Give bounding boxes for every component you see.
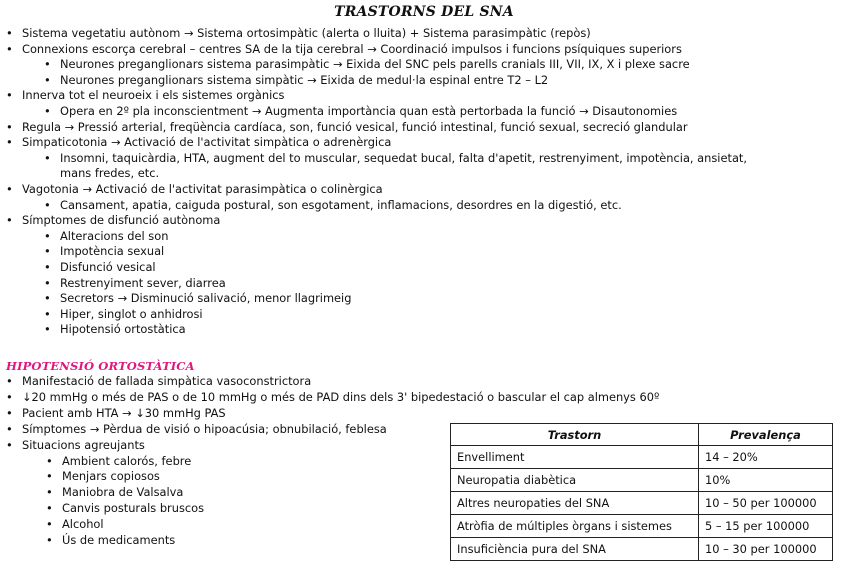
list-item-text: Simpaticotonia → Activació de l'activitat simpàtica o adrenèrgica bbox=[22, 135, 392, 150]
list-item bbox=[6, 229, 846, 245]
list-item bbox=[6, 244, 846, 260]
bullet-mark: • bbox=[44, 103, 51, 118]
list-item-text: Sistema vegetatiu autònom → Sistema ortosimpàtic (alerta o lluita) + Sistema parasimpàtic (repòs) bbox=[22, 26, 591, 40]
cell-disorder: Insuficiència pura del SNA bbox=[451, 538, 699, 561]
list-item-text: Regula → Pressió arterial, freqüència cardíaca, son, funció vesical, funció intestinal, funció sexual, secreció glandular bbox=[22, 119, 688, 134]
list-item bbox=[6, 26, 846, 42]
list-item-text: Vagotonia → Activació de l'activitat parasimpàtica o colinèrgica bbox=[22, 181, 383, 196]
cell-disorder: Envelliment bbox=[451, 446, 699, 469]
list-item bbox=[6, 374, 659, 390]
cell-prevalence: 10% bbox=[699, 469, 833, 492]
bullet-mark: • bbox=[44, 322, 51, 337]
bullet-mark: • bbox=[6, 88, 13, 103]
cell-prevalence: 5 – 15 per 100000 bbox=[699, 515, 833, 538]
bullet-mark: • bbox=[6, 26, 13, 40]
list-item-text: Impotència sexual bbox=[60, 244, 165, 259]
bullet-mark: • bbox=[44, 57, 51, 72]
list-item-text: Alcohol bbox=[62, 517, 104, 532]
header-disorder: Trastorn bbox=[451, 424, 699, 446]
list-item bbox=[6, 291, 846, 307]
section-heading-orthostatic: HIPOTENSIÓ ORTOSTÀTICA bbox=[6, 359, 195, 373]
bullet-mark: • bbox=[44, 150, 51, 165]
bullet-mark: • bbox=[46, 469, 53, 484]
bullet-mark: • bbox=[44, 275, 51, 290]
sna-notes bbox=[6, 26, 846, 338]
list-item bbox=[6, 151, 846, 167]
bullet-mark: • bbox=[44, 228, 51, 243]
list-item-text: Menjars copiosos bbox=[62, 469, 160, 484]
list-item-text: ↓20 mmHg o més de PAS o de 10 mmHg o més de PAD dins dels 3' bipedestació o bascular el cap almenys 60º bbox=[22, 389, 660, 404]
list-item bbox=[6, 120, 846, 136]
list-item-text: Situacions agreujants bbox=[22, 437, 145, 452]
list-item-text: Neurones preganglionars sistema parasimpàtic → Eixida del SNC pels parells cranials III, VII, IX, X i plexe sacre bbox=[60, 57, 690, 72]
list-item-text: Insomni, taquicàrdia, HTA, augment del to muscular, sequedat bucal, falta d'apetit, restrenyiment, impotència, ansietat, bbox=[60, 150, 748, 165]
bullet-mark: • bbox=[44, 259, 51, 274]
list-item-text: Secretors → Disminució salivació, menor llagrimeig bbox=[60, 291, 352, 306]
list-item-text: Disfunció vesical bbox=[60, 259, 156, 274]
prevalence-table bbox=[450, 423, 833, 561]
bullet-mark: • bbox=[6, 421, 13, 436]
list-item-text: Pacient amb HTA → ↓30 mmHg PAS bbox=[22, 405, 226, 420]
bullet-mark: • bbox=[46, 517, 53, 532]
bullet-mark: • bbox=[6, 41, 13, 56]
table-row bbox=[451, 538, 833, 561]
bullet-mark: • bbox=[46, 453, 53, 468]
list-item bbox=[6, 198, 846, 214]
bullet-mark: • bbox=[6, 181, 13, 196]
list-item bbox=[6, 42, 846, 58]
list-item-text: Símptomes de disfunció autònoma bbox=[22, 213, 221, 228]
bullet-mark: • bbox=[46, 533, 53, 548]
list-item-text: Opera en 2º pla inconscientment → Augmenta importància quan està pertorbada la funció → Disautonomies bbox=[60, 103, 678, 118]
list-item bbox=[6, 57, 846, 73]
table-row bbox=[451, 492, 833, 515]
list-item-text: Neurones preganglionars sistema simpàtic → Eixida de medul·la espinal entre T2 – L2 bbox=[60, 72, 549, 87]
table-row bbox=[451, 515, 833, 538]
list-item-text: Cansament, apatia, caiguda postural, son esgotament, inflamacions, desordres en la digestió, etc. bbox=[60, 197, 622, 212]
table-row bbox=[451, 469, 833, 492]
bullet-mark: • bbox=[6, 119, 13, 134]
cell-prevalence: 10 – 50 per 100000 bbox=[699, 492, 833, 515]
bullet-mark: • bbox=[6, 405, 13, 420]
list-item bbox=[6, 406, 659, 422]
list-item bbox=[6, 260, 846, 276]
list-item-text: mans fredes, etc. bbox=[60, 166, 160, 181]
bullet-mark: • bbox=[6, 213, 13, 228]
list-item-text: Ambient calorós, febre bbox=[62, 453, 192, 468]
list-item bbox=[6, 135, 846, 151]
bullet-mark: • bbox=[44, 291, 51, 306]
table-header-row bbox=[451, 424, 833, 446]
list-item-text: Connexions escorça cerebral – centres SA de la tija cerebral → Coordinació impulsos i funcions psíquiques superiors bbox=[22, 41, 682, 56]
list-item-text: Restrenyiment sever, diarrea bbox=[60, 275, 226, 290]
bullet-mark: • bbox=[44, 306, 51, 321]
header-prevalence: Prevalença bbox=[699, 424, 833, 446]
list-item bbox=[6, 88, 846, 104]
list-item-text: Hipotensió ortostàtica bbox=[60, 322, 186, 337]
cell-prevalence: 14 – 20% bbox=[699, 446, 833, 469]
cell-disorder: Neuropatia diabètica bbox=[451, 469, 699, 492]
bullet-mark: • bbox=[46, 501, 53, 516]
bullet-mark: • bbox=[6, 374, 13, 388]
list-item-text: Innerva tot el neuroeix i els sistemes orgànics bbox=[22, 88, 285, 103]
list-item bbox=[6, 73, 846, 89]
list-item-text: Símptomes → Pèrdua de visió o hipoacúsia; obnubilació, feblesa bbox=[22, 421, 387, 436]
cell-disorder: Altres neuropaties del SNA bbox=[451, 492, 699, 515]
list-item bbox=[6, 276, 846, 292]
list-item-text: Maniobra de Valsalva bbox=[62, 485, 184, 500]
list-item bbox=[6, 322, 846, 338]
list-item-text: Ús de medicaments bbox=[62, 533, 176, 548]
list-item-text: Hiper, singlot o anhidrosi bbox=[60, 306, 203, 321]
page-title: TRASTORNS DEL SNA bbox=[334, 4, 514, 20]
list-item bbox=[6, 166, 846, 182]
list-item bbox=[6, 213, 846, 229]
cell-prevalence: 10 – 30 per 100000 bbox=[699, 538, 833, 561]
list-item-text: Canvis posturals bruscos bbox=[62, 501, 205, 516]
list-item bbox=[6, 104, 846, 120]
bullet-mark: • bbox=[46, 485, 53, 500]
bullet-mark: • bbox=[44, 72, 51, 87]
bullet-mark: • bbox=[6, 135, 13, 150]
table-row bbox=[451, 446, 833, 469]
bullet-mark: • bbox=[44, 244, 51, 259]
list-item-text: Manifestació de fallada simpàtica vasoconstrictora bbox=[22, 374, 312, 388]
list-item-text: Alteracions del son bbox=[60, 228, 169, 243]
bullet-mark: • bbox=[6, 437, 13, 452]
list-item bbox=[6, 307, 846, 323]
list-item bbox=[6, 390, 659, 406]
cell-disorder: Atròfia de múltiples òrgans i sistemes bbox=[451, 515, 699, 538]
bullet-mark: • bbox=[6, 389, 13, 404]
list-item bbox=[6, 182, 846, 198]
bullet-mark: • bbox=[44, 197, 51, 212]
